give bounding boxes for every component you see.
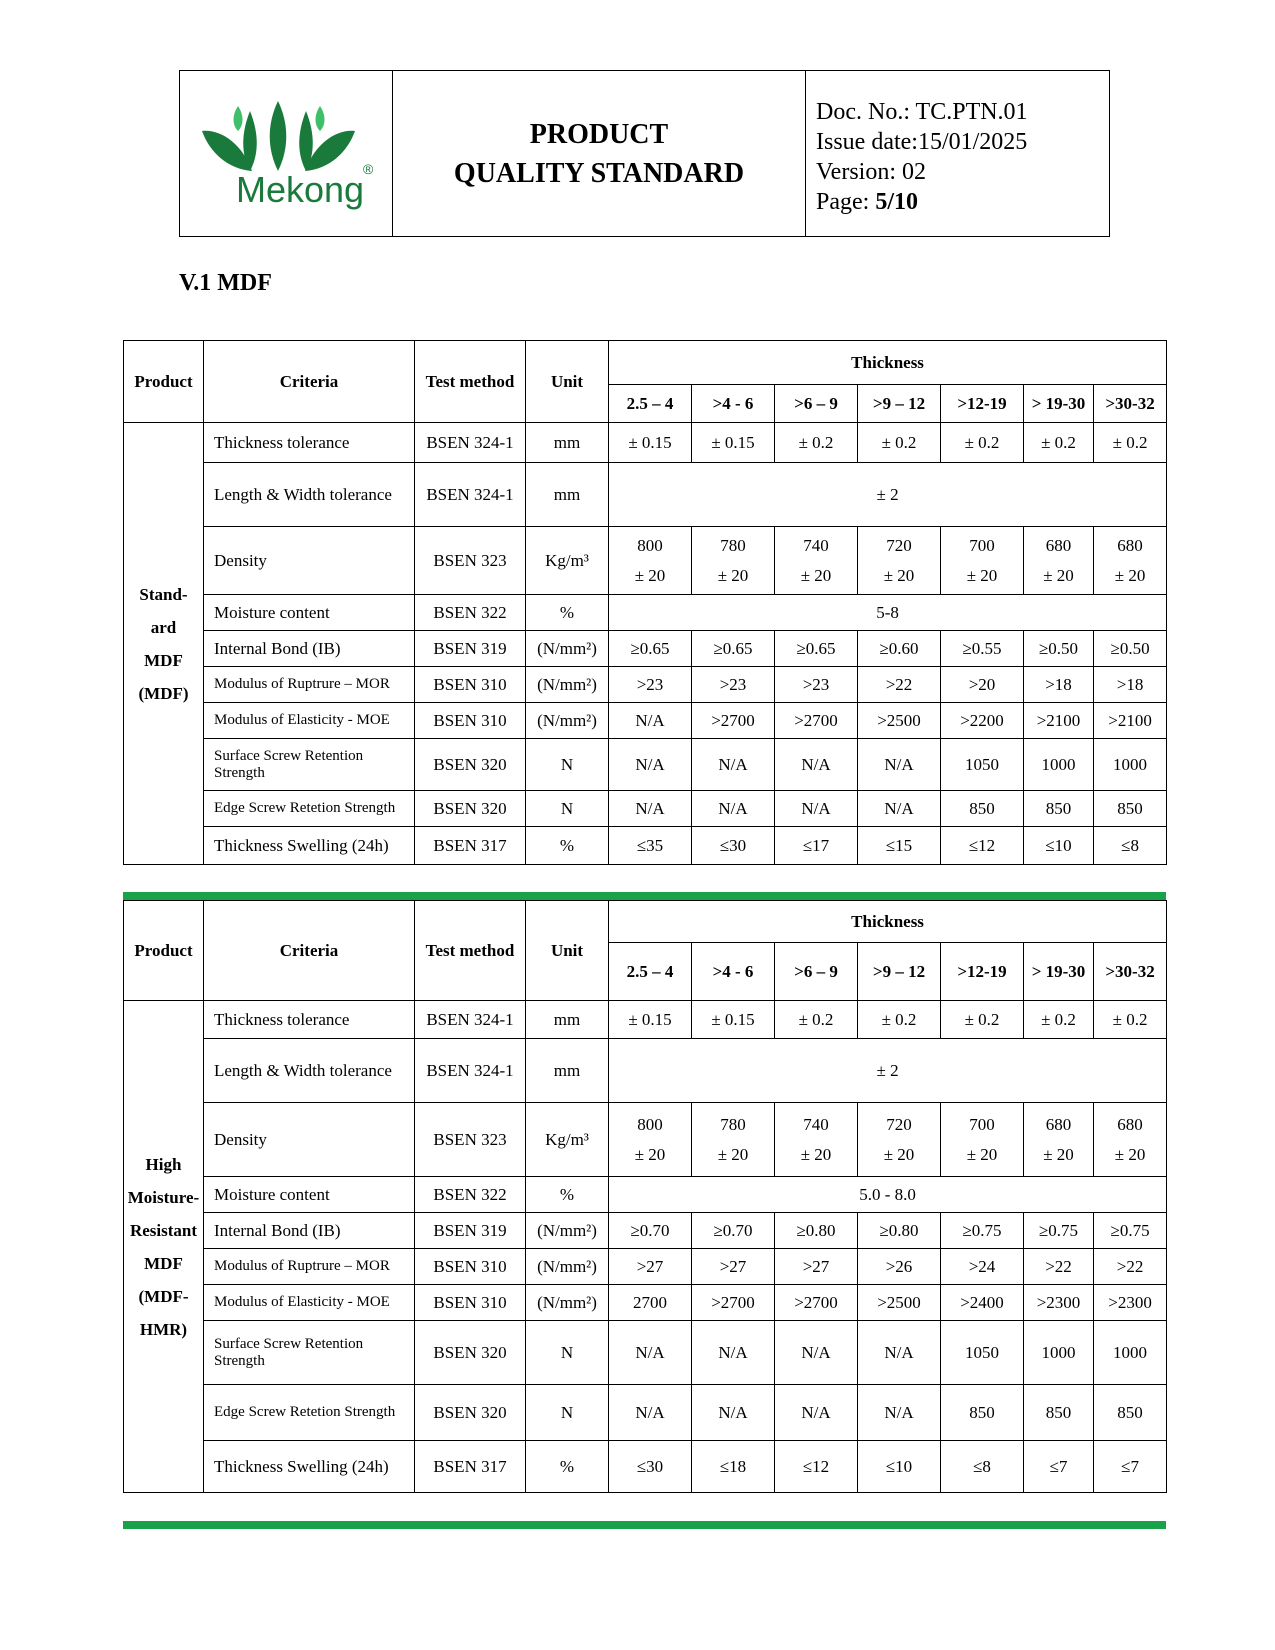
value-cell: >23 <box>775 667 858 703</box>
table-row <box>124 1001 1167 1039</box>
value-cell: ± 0.2 <box>941 1001 1024 1039</box>
value-cell: N/A <box>692 1321 775 1385</box>
value-cell: >2200 <box>941 703 1024 739</box>
hmr-mdf-table <box>123 900 1167 1493</box>
value-cell: >18 <box>1094 667 1167 703</box>
test-method-cell: BSEN 310 <box>415 703 526 739</box>
unit-cell: % <box>526 1177 609 1213</box>
density-tolerance: ± 20 <box>634 1144 666 1164</box>
value-cell: ≥0.65 <box>692 631 775 667</box>
value-cell: N/A <box>775 739 858 791</box>
table-row <box>124 527 1167 595</box>
doc-number: Doc. No.: TC.PTN.01 <box>816 99 1028 125</box>
thickness-range-header: 2.5 – 4 <box>609 943 692 1001</box>
value-cell: 850 <box>1024 791 1094 827</box>
density-tolerance: ± 20 <box>1114 565 1146 585</box>
value-cell: ≥0.70 <box>609 1213 692 1249</box>
table-row <box>124 1177 1167 1213</box>
product-name-line: Resistant <box>129 1220 198 1240</box>
test-method-cell: BSEN 323 <box>415 527 526 595</box>
column-header-unit: Unit <box>526 341 609 423</box>
table-row <box>124 739 1167 791</box>
company-logo <box>180 71 393 236</box>
value-cell: ± 0.2 <box>858 423 941 463</box>
value-cell: 850 <box>941 1385 1024 1441</box>
criteria-cell: Length & Width tolerance <box>204 463 415 527</box>
value-cell: >26 <box>858 1249 941 1285</box>
unit-cell: % <box>526 595 609 631</box>
value-cell <box>941 1103 1024 1177</box>
registered-mark: ® <box>363 161 374 177</box>
value-cell: >2700 <box>692 703 775 739</box>
unit-cell: mm <box>526 1001 609 1039</box>
density-value: 680 <box>1117 1114 1143 1134</box>
value-cell: ≥0.75 <box>1024 1213 1094 1249</box>
criteria-cell: Surface Screw Retention Strength <box>204 739 415 791</box>
table-row <box>124 631 1167 667</box>
value-cell: ≥0.75 <box>941 1213 1024 1249</box>
value-cell: ≤12 <box>941 827 1024 865</box>
value-cell <box>775 527 858 595</box>
test-method-cell: BSEN 322 <box>415 1177 526 1213</box>
thickness-range-header: >30-32 <box>1094 385 1167 423</box>
criteria-cell: Internal Bond (IB) <box>204 631 415 667</box>
column-header-test-method: Test method <box>415 341 526 423</box>
criteria-cell: Internal Bond (IB) <box>204 1213 415 1249</box>
test-method-cell: BSEN 320 <box>415 1321 526 1385</box>
density-value: 700 <box>969 535 995 555</box>
unit-cell: N <box>526 1385 609 1441</box>
column-header-test-method: Test method <box>415 901 526 1001</box>
unit-cell: (N/mm²) <box>526 1213 609 1249</box>
thickness-range-header: >6 – 9 <box>775 943 858 1001</box>
test-method-cell: BSEN 310 <box>415 1249 526 1285</box>
product-name-line: Stand- <box>139 584 188 604</box>
criteria-cell: Thickness Swelling (24h) <box>204 827 415 865</box>
unit-cell: (N/mm²) <box>526 631 609 667</box>
value-cell: 1050 <box>941 739 1024 791</box>
table-row <box>124 1441 1167 1493</box>
thickness-range-header: >6 – 9 <box>775 385 858 423</box>
value-cell: 5.0 - 8.0 <box>609 1177 1167 1213</box>
value-cell: ± 0.2 <box>941 423 1024 463</box>
value-cell: ≥0.50 <box>1024 631 1094 667</box>
table-row <box>124 1285 1167 1321</box>
section-title: V.1 MDF <box>179 270 272 296</box>
criteria-cell: Surface Screw Retention Strength <box>204 1321 415 1385</box>
leaf-logo-icon <box>180 71 392 238</box>
column-header-thickness: Thickness <box>609 341 1167 385</box>
product-cell <box>124 1001 204 1493</box>
issue-date: Issue date:15/01/2025 <box>816 129 1028 155</box>
product-cell <box>124 423 204 865</box>
product-name-line: (MDF- <box>138 1286 189 1306</box>
table-row <box>124 667 1167 703</box>
thickness-range-header: >9 – 12 <box>858 943 941 1001</box>
value-cell: ≤12 <box>775 1441 858 1493</box>
value-cell: >2500 <box>858 703 941 739</box>
value-cell: >23 <box>609 667 692 703</box>
density-tolerance: ± 20 <box>883 1144 915 1164</box>
thickness-range-header: >12-19 <box>941 385 1024 423</box>
standard-mdf-table <box>123 340 1167 865</box>
density-value: 720 <box>886 535 912 555</box>
density-tolerance: ± 20 <box>1114 1144 1146 1164</box>
value-cell: 850 <box>941 791 1024 827</box>
value-cell: >22 <box>1024 1249 1094 1285</box>
thickness-range-header: 2.5 – 4 <box>609 385 692 423</box>
value-cell: N/A <box>692 739 775 791</box>
table-row <box>124 1103 1167 1177</box>
criteria-cell: Edge Screw Retetion Strength <box>204 1385 415 1441</box>
unit-cell: % <box>526 1441 609 1493</box>
value-cell: ± 0.15 <box>692 1001 775 1039</box>
value-cell: N/A <box>692 1385 775 1441</box>
value-cell: ± 0.2 <box>1024 1001 1094 1039</box>
criteria-cell: Length & Width tolerance <box>204 1039 415 1103</box>
value-cell: ≤17 <box>775 827 858 865</box>
value-cell: >2300 <box>1094 1285 1167 1321</box>
unit-cell: Kg/m³ <box>526 1103 609 1177</box>
value-cell: >24 <box>941 1249 1024 1285</box>
value-cell: ≥0.65 <box>609 631 692 667</box>
test-method-cell: BSEN 319 <box>415 1213 526 1249</box>
value-cell: N/A <box>609 1385 692 1441</box>
density-tolerance: ± 20 <box>883 565 915 585</box>
value-cell <box>858 1103 941 1177</box>
value-cell <box>1024 527 1094 595</box>
unit-cell: mm <box>526 463 609 527</box>
value-cell: N/A <box>609 703 692 739</box>
section-divider <box>123 892 1166 900</box>
test-method-cell: BSEN 319 <box>415 631 526 667</box>
value-cell: >18 <box>1024 667 1094 703</box>
value-cell: ≥0.55 <box>941 631 1024 667</box>
thickness-range-header: >12-19 <box>941 943 1024 1001</box>
value-cell: >2700 <box>775 703 858 739</box>
value-cell: N/A <box>858 791 941 827</box>
title-line-2: QUALITY STANDARD <box>453 157 745 189</box>
value-cell: ± 2 <box>609 1039 1167 1103</box>
criteria-cell: Density <box>204 527 415 595</box>
criteria-cell: Modulus of Elasticity - MOE <box>204 703 415 739</box>
value-cell: 850 <box>1024 1385 1094 1441</box>
density-tolerance: ± 20 <box>966 565 998 585</box>
value-cell: ≥0.70 <box>692 1213 775 1249</box>
value-cell <box>609 1103 692 1177</box>
value-cell: ≥0.50 <box>1094 631 1167 667</box>
test-method-cell: BSEN 324-1 <box>415 463 526 527</box>
test-method-cell: BSEN 317 <box>415 827 526 865</box>
density-tolerance: ± 20 <box>634 565 666 585</box>
product-name-line: MDF <box>144 1253 183 1273</box>
density-value: 740 <box>803 1114 829 1134</box>
density-value: 780 <box>720 1114 746 1134</box>
unit-cell: mm <box>526 423 609 463</box>
value-cell: >2700 <box>692 1285 775 1321</box>
table-row <box>124 1039 1167 1103</box>
density-tolerance: ± 20 <box>717 1144 749 1164</box>
value-cell <box>692 527 775 595</box>
thickness-range-header: >9 – 12 <box>858 385 941 423</box>
document-title <box>393 71 806 236</box>
thickness-range-header: > 19-30 <box>1024 385 1094 423</box>
unit-cell: (N/mm²) <box>526 667 609 703</box>
document-meta <box>806 71 1109 236</box>
unit-cell: Kg/m³ <box>526 527 609 595</box>
density-value: 800 <box>637 535 663 555</box>
value-cell: >27 <box>775 1249 858 1285</box>
table-row <box>124 827 1167 865</box>
density-value: 740 <box>803 535 829 555</box>
unit-cell: mm <box>526 1039 609 1103</box>
thickness-range-header: >4 - 6 <box>692 385 775 423</box>
test-method-cell: BSEN 320 <box>415 791 526 827</box>
section-divider <box>123 1521 1166 1529</box>
header-row <box>124 341 1167 385</box>
test-method-cell: BSEN 323 <box>415 1103 526 1177</box>
table-row <box>124 1213 1167 1249</box>
value-cell: >2100 <box>1024 703 1094 739</box>
value-cell: ± 0.2 <box>775 1001 858 1039</box>
density-tolerance: ± 20 <box>717 565 749 585</box>
table-row <box>124 1385 1167 1441</box>
table-row <box>124 791 1167 827</box>
value-cell: ≤30 <box>692 827 775 865</box>
value-cell: ± 0.15 <box>609 423 692 463</box>
column-header-unit: Unit <box>526 901 609 1001</box>
value-cell: 1050 <box>941 1321 1024 1385</box>
criteria-cell: Thickness tolerance <box>204 1001 415 1039</box>
value-cell: >27 <box>609 1249 692 1285</box>
value-cell: >2500 <box>858 1285 941 1321</box>
value-cell: ≤10 <box>858 1441 941 1493</box>
density-value: 680 <box>1117 535 1143 555</box>
criteria-cell: Thickness tolerance <box>204 423 415 463</box>
value-cell: N/A <box>775 1321 858 1385</box>
value-cell: ≤10 <box>1024 827 1094 865</box>
value-cell: ± 0.15 <box>609 1001 692 1039</box>
value-cell: ≤35 <box>609 827 692 865</box>
value-cell: ± 0.2 <box>1094 1001 1167 1039</box>
product-name-line: HMR) <box>139 1319 188 1339</box>
column-header-thickness: Thickness <box>609 901 1167 943</box>
value-cell <box>1094 527 1167 595</box>
value-cell: ± 0.2 <box>858 1001 941 1039</box>
value-cell: ± 0.2 <box>1094 423 1167 463</box>
column-header-product: Product <box>124 901 204 1001</box>
test-method-cell: BSEN 322 <box>415 595 526 631</box>
table-row <box>124 703 1167 739</box>
value-cell: >23 <box>692 667 775 703</box>
density-value: 680 <box>1045 535 1072 555</box>
product-name-line: ard <box>150 617 177 637</box>
value-cell: N/A <box>609 791 692 827</box>
criteria-cell: Modulus of Elasticity - MOE <box>204 1285 415 1321</box>
value-cell: N/A <box>858 1385 941 1441</box>
value-cell: >22 <box>858 667 941 703</box>
value-cell: ≤30 <box>609 1441 692 1493</box>
criteria-cell: Edge Screw Retetion Strength <box>204 791 415 827</box>
unit-cell: (N/mm²) <box>526 703 609 739</box>
column-header-product: Product <box>124 341 204 423</box>
test-method-cell: BSEN 324-1 <box>415 1039 526 1103</box>
value-cell: N/A <box>775 791 858 827</box>
density-tolerance: ± 20 <box>800 1144 832 1164</box>
criteria-cell: Moisture content <box>204 1177 415 1213</box>
value-cell: >2700 <box>775 1285 858 1321</box>
value-cell <box>1094 1103 1167 1177</box>
value-cell: ≥0.65 <box>775 631 858 667</box>
value-cell: N/A <box>858 739 941 791</box>
value-cell: ≤8 <box>1094 827 1167 865</box>
value-cell: >2300 <box>1024 1285 1094 1321</box>
test-method-cell: BSEN 310 <box>415 1285 526 1321</box>
value-cell: ≥0.60 <box>858 631 941 667</box>
value-cell: ± 2 <box>609 463 1167 527</box>
value-cell: >2400 <box>941 1285 1024 1321</box>
value-cell <box>775 1103 858 1177</box>
value-cell: 1000 <box>1024 1321 1094 1385</box>
value-cell: >22 <box>1094 1249 1167 1285</box>
value-cell: ≥0.80 <box>775 1213 858 1249</box>
value-cell: ≥0.75 <box>1094 1213 1167 1249</box>
unit-cell: N <box>526 739 609 791</box>
value-cell: 850 <box>1094 1385 1167 1441</box>
unit-cell: (N/mm²) <box>526 1249 609 1285</box>
value-cell: ± 0.2 <box>1024 423 1094 463</box>
value-cell <box>692 1103 775 1177</box>
value-cell: 2700 <box>609 1285 692 1321</box>
thickness-range-header: >4 - 6 <box>692 943 775 1001</box>
value-cell: ≤7 <box>1094 1441 1167 1493</box>
logo-wordmark: Mekong <box>236 169 365 210</box>
product-name-line: MDF <box>144 650 183 670</box>
value-cell <box>609 527 692 595</box>
value-cell: N/A <box>609 1321 692 1385</box>
table-row <box>124 423 1167 463</box>
value-cell: >20 <box>941 667 1024 703</box>
unit-cell: N <box>526 1321 609 1385</box>
value-cell: ≤8 <box>941 1441 1024 1493</box>
value-cell: ≤15 <box>858 827 941 865</box>
value-cell: N/A <box>692 791 775 827</box>
title-line-1: PRODUCT <box>529 118 669 150</box>
thickness-range-header: >30-32 <box>1094 943 1167 1001</box>
value-cell: N/A <box>775 1385 858 1441</box>
density-value: 680 <box>1045 1114 1072 1134</box>
criteria-cell: Modulus of Ruptrure – MOR <box>204 667 415 703</box>
value-cell <box>941 527 1024 595</box>
value-cell: ≥0.80 <box>858 1213 941 1249</box>
test-method-cell: BSEN 320 <box>415 739 526 791</box>
density-value: 720 <box>886 1114 912 1134</box>
value-cell: N/A <box>609 739 692 791</box>
unit-cell: N <box>526 791 609 827</box>
value-cell: ± 0.2 <box>775 423 858 463</box>
product-name-line: High <box>145 1154 182 1174</box>
criteria-cell: Moisture content <box>204 595 415 631</box>
test-method-cell: BSEN 324-1 <box>415 1001 526 1039</box>
table-row <box>124 595 1167 631</box>
value-cell: 850 <box>1094 791 1167 827</box>
value-cell: ≤7 <box>1024 1441 1094 1493</box>
product-name-line: (MDF) <box>138 683 189 703</box>
value-cell: >2100 <box>1094 703 1167 739</box>
product-name-line: Moisture- <box>127 1187 200 1207</box>
table-row <box>124 463 1167 527</box>
header-row <box>124 901 1167 943</box>
column-header-criteria: Criteria <box>204 901 415 1001</box>
density-tolerance: ± 20 <box>1043 565 1074 585</box>
value-cell: 1000 <box>1024 739 1094 791</box>
column-header-criteria: Criteria <box>204 341 415 423</box>
thickness-range-header: > 19-30 <box>1024 943 1094 1001</box>
value-cell: 1000 <box>1094 1321 1167 1385</box>
unit-cell: % <box>526 827 609 865</box>
test-method-cell: BSEN 324-1 <box>415 423 526 463</box>
density-value: 780 <box>720 535 746 555</box>
table-row <box>124 1249 1167 1285</box>
version: Version: 02 <box>816 159 926 185</box>
density-tolerance: ± 20 <box>1043 1144 1074 1164</box>
test-method-cell: BSEN 310 <box>415 667 526 703</box>
value-cell: ± 0.15 <box>692 423 775 463</box>
value-cell <box>1024 1103 1094 1177</box>
test-method-cell: BSEN 317 <box>415 1441 526 1493</box>
criteria-cell: Density <box>204 1103 415 1177</box>
page-number: Page: 5/10 <box>816 189 918 215</box>
value-cell: 5-8 <box>609 595 1167 631</box>
unit-cell: (N/mm²) <box>526 1285 609 1321</box>
value-cell: ≤18 <box>692 1441 775 1493</box>
table-row <box>124 1321 1167 1385</box>
density-value: 800 <box>637 1114 663 1134</box>
value-cell <box>858 527 941 595</box>
density-tolerance: ± 20 <box>966 1144 998 1164</box>
criteria-cell: Thickness Swelling (24h) <box>204 1441 415 1493</box>
criteria-cell: Modulus of Ruptrure – MOR <box>204 1249 415 1285</box>
document-header <box>179 70 1110 237</box>
density-value: 700 <box>969 1114 995 1134</box>
density-tolerance: ± 20 <box>800 565 832 585</box>
value-cell: N/A <box>858 1321 941 1385</box>
test-method-cell: BSEN 320 <box>415 1385 526 1441</box>
value-cell: >27 <box>692 1249 775 1285</box>
value-cell: 1000 <box>1094 739 1167 791</box>
